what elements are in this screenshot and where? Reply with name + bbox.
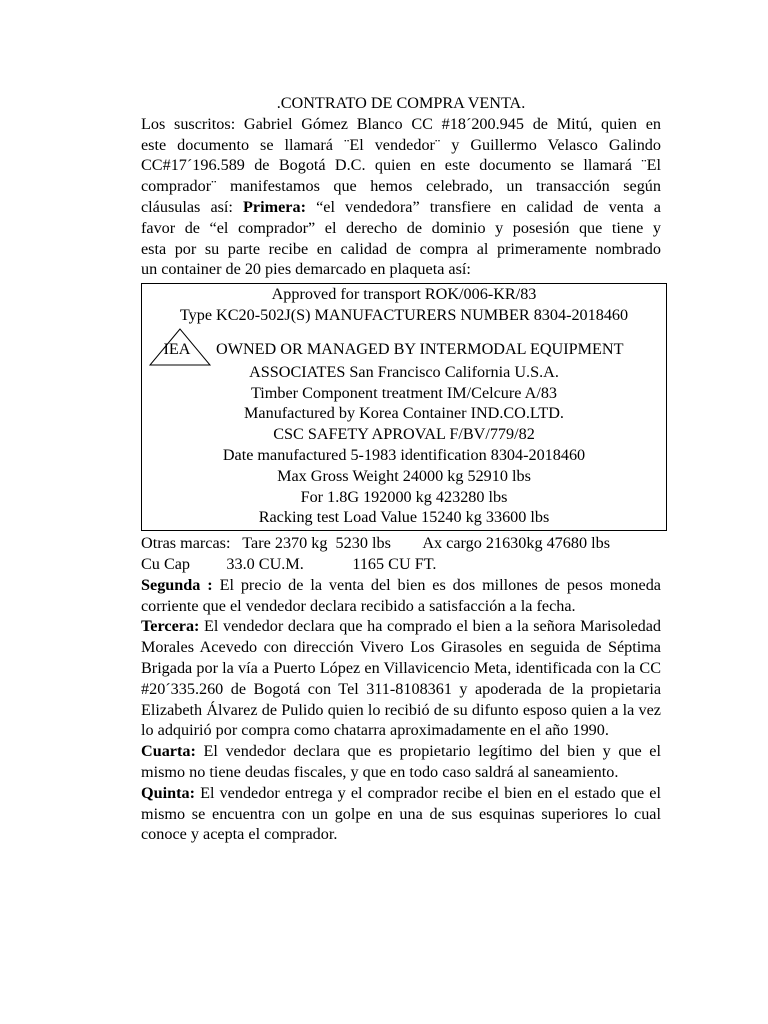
contract-page [141, 93, 661, 845]
intro-line [141, 197, 661, 218]
clause-text: El precio de la venta del bien es dos millones de pesos moneda corriente que el vendedor declara recibido a satisfacción a la fecha. [141, 575, 661, 615]
intro-line: comprador¨ manifestamos que hemos celebrado, un transacción según [141, 177, 661, 196]
intro-text: “el vendedora” transfiere en calidad de venta a [305, 197, 661, 216]
plate-line: Manufactured by Korea Container IND.CO.LTD. [244, 404, 564, 423]
plate-line: Max Gross Weight 24000 kg 52910 lbs [277, 466, 531, 485]
plate-line: For 1.8G 192000 kg 423280 lbs [300, 487, 508, 506]
clause-label: Cuarta: [141, 742, 196, 761]
plate-line: Type KC20-502J(S) MANUFACTURERS NUMBER 8304-2018460 [179, 305, 629, 324]
plate-line: Approved for transport ROK/006-KR/83 [271, 285, 537, 304]
clause-label: Segunda : [141, 575, 213, 594]
clause-quinta [141, 783, 661, 845]
intro-line: favor de “el comprador” el derecho de dominio y posesión que tiene y [141, 218, 661, 237]
clause-segunda [141, 575, 661, 617]
intro-paragraph [141, 114, 661, 280]
intro-line: un container de 20 pies demarcado en plaqueta así: [141, 260, 471, 279]
intro-line: este documento se llamará ¨El vendedor¨ y Guillermo Velasco Galindo [141, 135, 661, 154]
plate-line: Racking test Load Value 15240 kg 33600 lbs [258, 508, 550, 527]
other-marks-line: Cu Cap 33.0 CU.M. 1165 CU FT. [141, 554, 437, 573]
intro-line: esta por su parte recibe en calidad de compra al primeramente nombrado [141, 239, 661, 258]
clause-cuarta [141, 741, 661, 783]
iea-row [142, 336, 666, 362]
plate-line: OWNED OR MANAGED BY INTERMODAL EQUIPMENT [216, 339, 624, 358]
clause-text: El vendedor declara que ha comprado el bien a la señora Marisoledad Morales Acevedo con dirección Vivero Los Girasoles en seguida de Séptima Brigada por la vía a Puerto López en Villavicencio Meta, identificada con la CC #20´335.260 de Bogotá con Tel 311-8108361 y apoderada de la propietaria Elizabeth Álvarez de Pulido quien lo recibió de su difunto esposo quien a la vez lo adquirió por compra como chatarra aproximadamente en el año 1990. [141, 617, 661, 740]
plate-line: Timber Component treatment IM/Celcure A/83 [250, 383, 558, 402]
clause-label: Quinta: [141, 783, 195, 802]
document-title: .CONTRATO DE COMPRA VENTA. [276, 94, 526, 112]
clause-label: Tercera: [141, 617, 200, 636]
container-plate-box [141, 283, 667, 531]
plate-line: Date manufactured 5-1983 identification 8304-2018460 [222, 445, 586, 464]
plate-line: ASSOCIATES San Francisco California U.S.A. [249, 362, 559, 381]
clause-label-primera: Primera: [243, 197, 306, 216]
plate-line: CSC SAFETY APROVAL F/BV/779/82 [273, 425, 535, 444]
other-marks-line: Otras marcas: Tare 2370 kg 5230 lbs Ax cargo 21630kg 47680 lbs [141, 534, 610, 553]
intro-line: CC#17´196.589 de Bogotá D.C. quien en este documento se llamará ¨El [141, 156, 661, 175]
clause-text: El vendedor entrega y el comprador recibe el bien en el estado que el mismo se encuentra con un golpe en una de sus esquinas superiores lo cual conoce y acepta el comprador. [141, 783, 661, 844]
clause-tercera [141, 616, 661, 741]
clause-text: El vendedor declara que es propietario legítimo del bien y que el mismo no tiene deudas fiscales, y que en todo caso saldrá al saneamiento. [141, 742, 661, 781]
intro-text: cláusulas así: [141, 197, 244, 216]
intro-line: Los suscritos: Gabriel Gómez Blanco CC #18´200.945 de Mitú, quien en [141, 114, 661, 133]
iea-logo-text: IEA [163, 339, 191, 358]
